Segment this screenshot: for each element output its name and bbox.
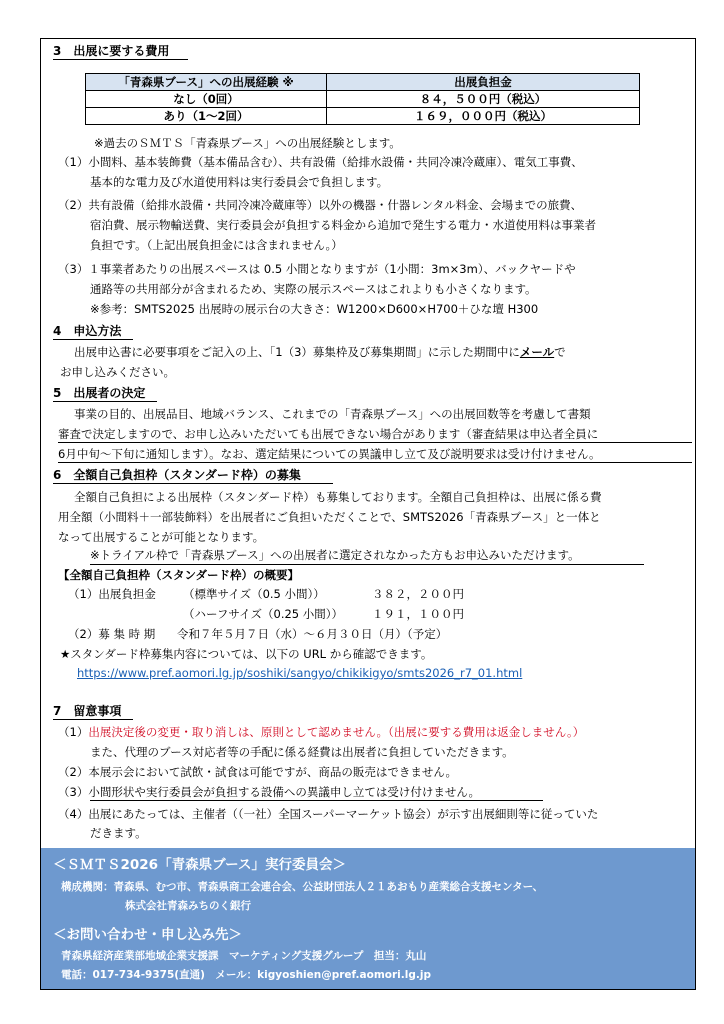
fee-table-cell: なし（0回） <box>86 91 327 108</box>
heading-underline <box>53 401 157 402</box>
fee-half-size: （ハーフサイズ（0.25 小間）） <box>183 607 344 621</box>
fee-standard-amount: ３８２，２００円 <box>372 587 464 601</box>
committee-members-line-1: 構成機関：青森県、むつ市、青森県商工会連合会、公益財団法人２１あおもり産業総合支援センター、 <box>61 881 544 893</box>
fee-standard-size: （標準サイズ（0.5 小間）） <box>183 587 325 601</box>
fee-item-1-line-1: （1）小間料、基本装飾費（基本備品含む）、共有設備（給排水設備・共同冷凍冷蔵庫）、電気工事費、 <box>58 155 583 169</box>
selection-line-3: 6月中旬～下旬に通知します）。なお、選定結果についての異議申し立て及び説明要求は受け付けません。 <box>58 447 601 461</box>
experience-note: ※過去のＳＭＴＳ「青森県ブース」への出展経験とします。 <box>94 136 401 150</box>
standard-line-1: 全額自己負担による出展枠（スタンダード枠）も募集しております。全額自己負担枠は、出展に係る費 <box>74 490 602 504</box>
notice-item-1-cont: また、代理のブース対応者等の手配に係る経費は出展者に負担していただきます。 <box>90 745 514 759</box>
heading-underline <box>53 339 133 340</box>
notice-item-4-line-1: （4）出展にあたっては、主催者（（一社）全国スーパーマーケット協会）が示す出展細則等に従っていた <box>58 807 599 821</box>
fee-table-cell: ８４，５００円（税込） <box>327 91 640 108</box>
fee-item-3-line-1: （3）１事業者あたりの出展スペースは 0.5 小間となりますが（1小間：3m×3m）、バックヤードや <box>58 262 576 276</box>
email-emphasis: メール <box>519 345 555 359</box>
underline <box>90 564 644 565</box>
fee-item-3-line-2: 通路等の共用部分が含まれるため、実際の展示スペースはこれよりも小さくなります。 <box>90 282 537 296</box>
contact-phone-email: 電話：017-734-9375(直通) メール：kigyoshien@pref.aomori.lg.jp <box>61 969 431 981</box>
heading-underline <box>53 719 133 720</box>
heading-underline <box>53 59 188 60</box>
section-7-heading: 7 留意事項 <box>53 704 122 718</box>
url-note: ★スタンダード枠募集内容については、以下の URL から確認できます。 <box>60 647 433 661</box>
apply-text-line-1: 出展申込書に必要事項をご記入の上、「1（3）募集枠及び募集期間」に示した期間中にメールで <box>74 345 566 359</box>
standard-line-3: なって出展することが可能となります。 <box>58 530 265 544</box>
notice-item-1: （1）出展決定後の変更・取り消しは、原則として認めません。（出展に要する費用は返金しません。） <box>58 725 585 739</box>
fee-item-3-line-3: ※参考：SMTS2025 出展時の展示台の大きさ：W1200×D600×H700＋ひな壇 H300 <box>90 302 539 316</box>
underline <box>58 442 692 443</box>
overview-title: 【全額自己負担枠（スタンダード枠）の概要】 <box>58 568 300 582</box>
period-label: （2）募 集 時 期 <box>68 627 156 641</box>
committee-members-line-2: 株式会社青森みちのく銀行 <box>125 900 251 912</box>
trial-note: ※トライアル枠で「青森県ブース」への出展者に選定されなかった方もお申込みいただけます。 <box>90 548 580 562</box>
section-4-heading: 4 申込方法 <box>53 324 122 338</box>
fee-item-2-line-1: （2）共有設備（給排水設備・共同冷凍冷蔵庫等）以外の機器・什器レンタル料金、会場までの旅費、 <box>58 198 583 212</box>
selection-line-1: 事業の目的、出展品目、地域バランス、これまでの「青森県ブース」への出展回数等を考慮して書類 <box>74 407 591 421</box>
notice-item-3: （3）小間形状や実行委員会が負担する設備への異議申し立ては受け付けません。 <box>58 785 481 799</box>
fee-item-1-line-2: 基本的な電力及び水道使用料は実行委員会で負担します。 <box>90 175 389 189</box>
fee-half-amount: １９１，１００円 <box>372 607 464 621</box>
notice-item-1-red: 出展決定後の変更・取り消しは、原則として認めません。（出展に要する費用は返金しません。） <box>88 725 585 739</box>
fee-table <box>85 73 640 125</box>
standard-url-link[interactable]: https://www.pref.aomori.lg.jp/soshiki/sangyo/chikikigyo/smts2026_r7_01.html <box>77 666 523 680</box>
fee-table-cell: １６９，０００円（税込） <box>327 108 640 125</box>
selection-line-2: 審査で決定しますので、お申し込みいただいても出展できない場合があります（審査結果は申込者全員に <box>58 427 599 441</box>
fee-label: （1）出展負担金 <box>68 587 156 601</box>
contact-department: 青森県経済産業部地域企業支援課 マーケティング支援グループ 担当：丸山 <box>61 950 427 962</box>
fee-item-2-line-2: 宿泊費、展示物輸送費、実行委員会が負担する料金から追加で発生する電力・水道使用料は事業者 <box>90 218 596 232</box>
period-value: 令和７年５月７日（水）～６月３０日（月）（予定） <box>177 627 448 641</box>
section-5-heading: 5 出展者の決定 <box>53 386 146 400</box>
committee-title: ＜ＳＭＴＳ2026「青森県ブース」実行委員会＞ <box>53 857 346 873</box>
contact-title: ＜お問い合わせ・申し込み先＞ <box>53 927 242 943</box>
heading-underline <box>53 483 333 484</box>
apply-text-line-2: お申し込みください。 <box>60 365 175 379</box>
section-3-heading: 3 出展に要する費用 <box>53 44 170 58</box>
fee-table-header-experience: 「青森県ブース」への出展経験 ※ <box>86 74 327 91</box>
notice-item-2: （2）本展示会において試飲・試食は可能ですが、商品の販売はできません。 <box>58 765 458 779</box>
fee-item-2-line-3: 負担です。（上記出展負担金には含まれません。） <box>90 238 343 252</box>
contact-box <box>41 848 695 989</box>
fee-table-header-fee: 出展負担金 <box>327 74 640 91</box>
underline <box>90 800 543 801</box>
fee-table-cell: あり（1～2回） <box>86 108 327 125</box>
standard-line-2: 用全額（小間料＋一部装飾料）を出展者にご負担いただくことで、SMTS2026「青森県ブース」と一体と <box>58 510 601 524</box>
section-6-heading: 6 全額自己負担枠（スタンダード枠）の募集 <box>53 468 301 482</box>
notice-item-4-line-2: だきます。 <box>90 826 147 840</box>
underline <box>58 462 692 463</box>
